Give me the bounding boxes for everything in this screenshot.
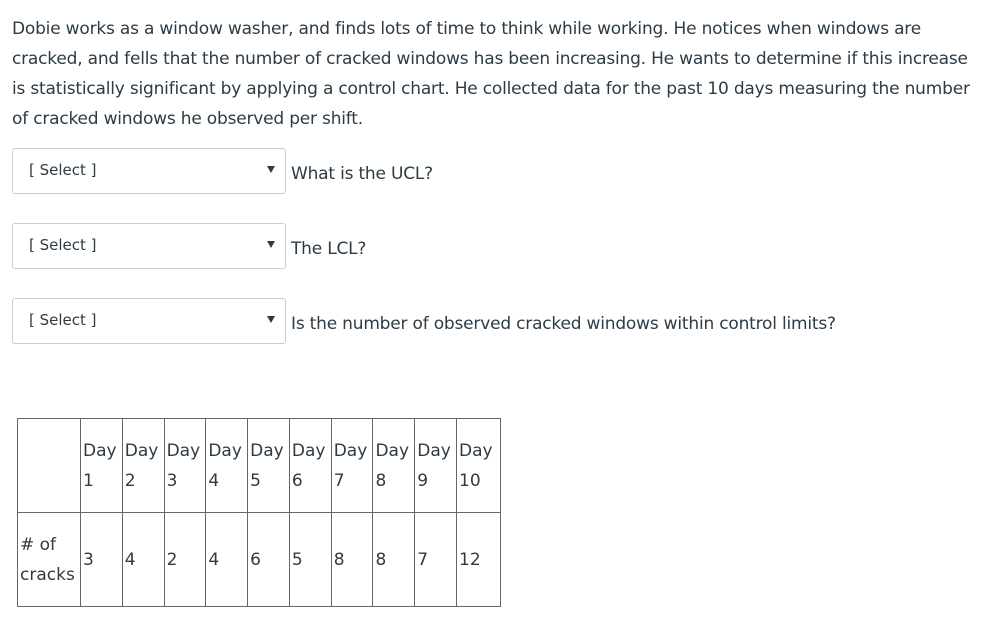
lcl-select-value: [ Select ] [29,236,97,254]
day-header: Day 7 [331,419,373,513]
table-row [18,513,501,607]
lcl-question-text: The LCL? [291,239,367,259]
day-header: Day 8 [373,419,415,513]
table-corner-cell [18,419,81,513]
ucl-select-value: [ Select ] [29,161,97,179]
day-header: Day 4 [206,419,248,513]
table-cell: 3 [81,513,123,607]
caret-down-icon [267,241,275,248]
within-limits-question-text: Is the number of observed cracked windows within control limits? [291,314,836,334]
within-limits-select[interactable] [12,298,286,344]
table-cell: 7 [415,513,457,607]
table-cell: 8 [373,513,415,607]
table-header-row [18,419,501,513]
table-cell: 12 [457,513,501,607]
day-header: Day 3 [164,419,206,513]
day-header: Day 9 [415,419,457,513]
caret-down-icon [267,316,275,323]
lcl-select[interactable] [12,223,286,269]
caret-down-icon [267,166,275,173]
row-label: # of cracks [18,513,81,607]
ucl-select[interactable] [12,148,286,194]
table-cell: 2 [164,513,206,607]
day-header: Day 2 [122,419,164,513]
within-limits-select-value: [ Select ] [29,311,97,329]
ucl-question-text: What is the UCL? [291,164,433,184]
table-cell: 5 [289,513,331,607]
day-header: Day 6 [289,419,331,513]
table-cell: 6 [248,513,290,607]
table-cell: 4 [206,513,248,607]
table-cell: 4 [122,513,164,607]
table-cell: 8 [331,513,373,607]
day-header: Day 1 [81,419,123,513]
cracks-data-table [17,418,501,607]
question-prompt: Dobie works as a window washer, and finds lots of time to think while working. He notices when windows are cracked, and fells that the number of cracked windows has been increasing. He wants to determine if this increase is statistically significant by applying a control chart. He collected data for the past 10 days measuring the number of cracked windows he observed per shift. [12,19,970,129]
day-header: Day 5 [248,419,290,513]
day-header: Day 10 [457,419,501,513]
